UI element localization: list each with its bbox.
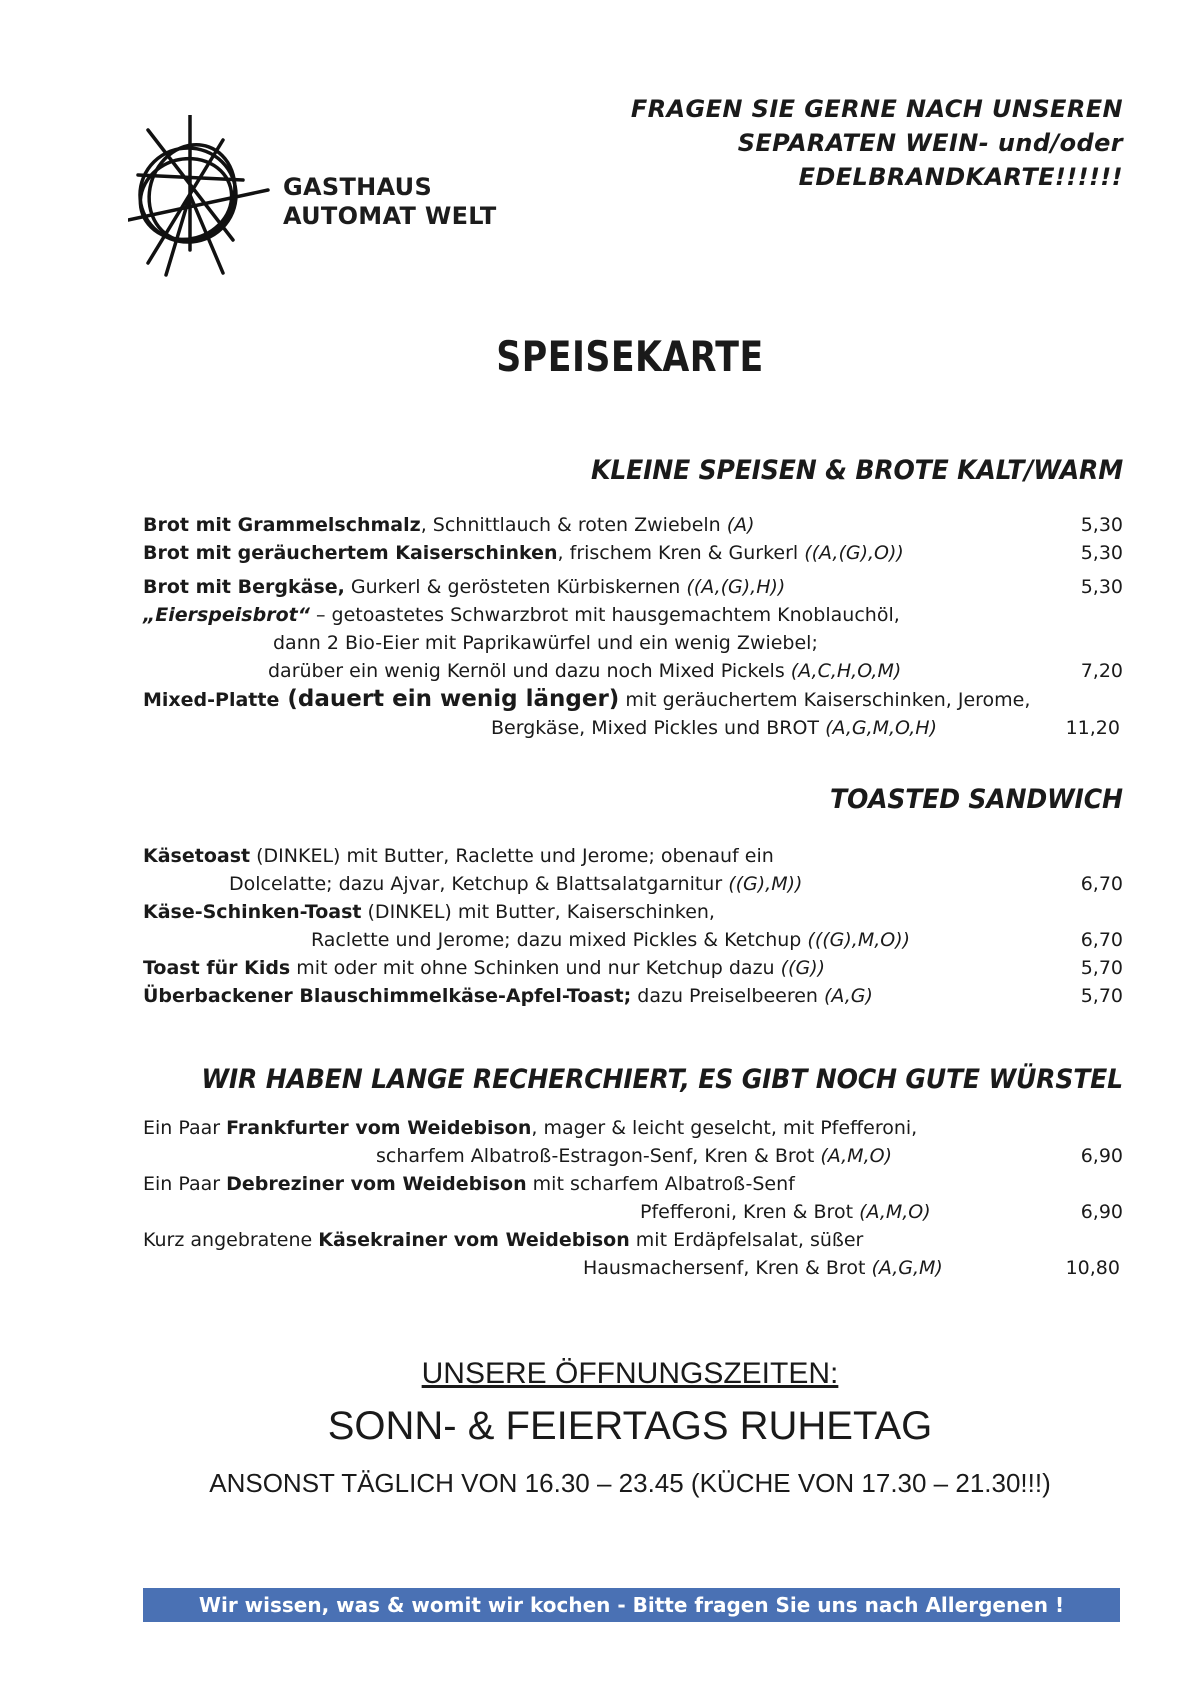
notice-line: FRAGEN SIE GERNE NACH UNSEREN bbox=[630, 95, 1123, 123]
item-price: 5,30 bbox=[1080, 542, 1123, 564]
item-allergens: ((G),M)) bbox=[728, 873, 803, 895]
item-desc-line: darüber ein wenig Kernöl und dazu noch Mixed Pickels bbox=[268, 660, 791, 682]
item-price: 5,30 bbox=[1080, 576, 1123, 598]
item-allergens: (A,M,O) bbox=[859, 1201, 931, 1223]
menu-item bbox=[143, 511, 1123, 539]
item-name: Brot mit Bergkäse, bbox=[143, 576, 345, 598]
menu-item bbox=[143, 898, 1123, 954]
logo-line-2: AUTOMAT WELT bbox=[283, 202, 497, 230]
item-desc: mit oder mit ohne Schinken und nur Ketchup dazu bbox=[290, 957, 781, 979]
menu-item bbox=[143, 842, 1123, 898]
item-name: Toast für Kids bbox=[143, 957, 291, 979]
section-toasted-sandwich bbox=[143, 842, 1123, 1010]
item-allergens: (((G),M,O)) bbox=[807, 929, 911, 951]
item-price: 5,70 bbox=[1080, 957, 1123, 979]
item-name: Überbackener Blauschimmelkäse-Apfel-Toast; bbox=[143, 985, 632, 1007]
menu-item bbox=[143, 539, 1123, 567]
item-price: 6,70 bbox=[1080, 929, 1123, 951]
menu-item bbox=[143, 601, 1123, 685]
item-prefix: Ein Paar bbox=[143, 1117, 227, 1139]
globe-lines-icon bbox=[128, 115, 278, 285]
menu-item bbox=[143, 954, 1123, 982]
menu-item bbox=[143, 982, 1123, 1010]
section-heading-wuerstel: WIR HABEN LANGE RECHERCHIERT, ES GIBT NOCH GUTE WÜRSTEL bbox=[201, 1064, 1123, 1095]
item-desc-line: Raclette und Jerome; dazu mixed Pickles & Ketchup bbox=[311, 929, 808, 951]
item-desc-line: dann 2 Bio-Eier mit Paprikawürfel und ein wenig Zwiebel; bbox=[273, 632, 818, 654]
item-desc-line: Bergkäse, Mixed Pickles und BROT bbox=[491, 717, 826, 739]
item-desc: Gurkerl & gerösteten Kürbiskernen bbox=[344, 576, 687, 598]
logo-wordmark bbox=[283, 173, 497, 231]
item-desc: , mager & leicht geselcht, mit Pfefferoni, bbox=[531, 1117, 918, 1139]
item-desc: dazu Preiselbeeren bbox=[631, 985, 824, 1007]
item-name: Käsekrainer vom Weidebison bbox=[318, 1229, 630, 1251]
item-desc: mit scharfem Albatroß-Senf bbox=[526, 1173, 795, 1195]
item-allergens: (A) bbox=[726, 514, 755, 536]
item-prefix: Kurz angebratene bbox=[143, 1229, 319, 1251]
page-title: SPEISEKARTE bbox=[496, 332, 764, 381]
closed-days: SONN- & FEIERTAGS RUHETAG bbox=[327, 1404, 933, 1448]
item-name: Käse-Schinken-Toast bbox=[143, 901, 362, 923]
section-heading-kleine-speisen: KLEINE SPEISEN & BROTE KALT/WARM bbox=[591, 455, 1123, 486]
notice-line: SEPARATEN WEIN- und/oder bbox=[737, 129, 1123, 157]
wine-list-notice bbox=[631, 92, 1123, 194]
item-allergens: (A,G) bbox=[824, 985, 873, 1007]
restaurant-logo bbox=[128, 115, 498, 285]
item-desc: , frischem Kren & Gurkerl bbox=[557, 542, 805, 564]
item-allergens: (A,M,O) bbox=[820, 1145, 892, 1167]
item-desc: – getoastetes Schwarzbrot mit hausgemachtem Knoblauchöl, bbox=[309, 604, 900, 626]
item-allergens: ((G)) bbox=[780, 957, 826, 979]
item-desc: (DINKEL) mit Butter, Kaiserschinken, bbox=[361, 901, 715, 923]
item-price: 6,70 bbox=[1080, 873, 1123, 895]
daily-hours: ANSONST TÄGLICH VON 16.30 – 23.45 (KÜCHE VON 17.30 – 21.30!!!) bbox=[209, 1468, 1051, 1498]
item-allergens: (A,G,M) bbox=[871, 1257, 943, 1279]
item-price: 10,80 bbox=[1065, 1257, 1120, 1279]
item-price: 7,20 bbox=[1080, 660, 1123, 682]
menu-item bbox=[143, 1114, 1123, 1170]
item-name: Käsetoast bbox=[143, 845, 251, 867]
item-name: Mixed-Platte bbox=[143, 689, 280, 711]
section-kleine-speisen bbox=[143, 511, 1123, 742]
item-prefix: Ein Paar bbox=[143, 1173, 227, 1195]
item-price: 6,90 bbox=[1080, 1201, 1123, 1223]
item-desc: , Schnittlauch & roten Zwiebeln bbox=[420, 514, 727, 536]
item-name: „Eierspeisbrot“ bbox=[143, 604, 310, 626]
item-desc-line: Dolcelatte; dazu Ajvar, Ketchup & Blattsalatgarnitur bbox=[229, 873, 729, 895]
menu-item bbox=[143, 1226, 1123, 1282]
item-price: 5,70 bbox=[1080, 985, 1123, 1007]
menu-item bbox=[143, 1170, 1123, 1226]
item-price: 6,90 bbox=[1080, 1145, 1123, 1167]
item-allergens: ((A,(G),H)) bbox=[686, 576, 786, 598]
section-wuerstel bbox=[143, 1114, 1123, 1282]
item-price: 11,20 bbox=[1065, 717, 1120, 739]
item-name: Frankfurter vom Weidebison bbox=[226, 1117, 532, 1139]
item-price: 5,30 bbox=[1080, 514, 1123, 536]
opening-hours-title: UNSERE ÖFFNUNGSZEITEN: bbox=[421, 1357, 839, 1390]
menu-item bbox=[143, 573, 1123, 601]
item-desc-line: Hausmachersenf, Kren & Brot bbox=[583, 1257, 872, 1279]
item-allergens: (A,G,M,O,H) bbox=[825, 717, 937, 739]
notice-line: EDELBRANDKARTE!!!!!! bbox=[798, 163, 1123, 191]
allergen-banner: Wir wissen, was & womit wir kochen - Bitte fragen Sie uns nach Allergenen ! bbox=[143, 1588, 1120, 1622]
item-desc-line: scharfem Albatroß-Estragon-Senf, Kren & Brot bbox=[376, 1145, 821, 1167]
item-name: Brot mit geräuchertem Kaiserschinken bbox=[143, 542, 558, 564]
item-desc-line: Pfefferoni, Kren & Brot bbox=[640, 1201, 860, 1223]
menu-item bbox=[143, 685, 1123, 742]
item-desc: (DINKEL) mit Butter, Raclette und Jerome; obenauf ein bbox=[250, 845, 774, 867]
section-heading-toasted-sandwich: TOASTED SANDWICH bbox=[830, 784, 1123, 815]
item-name: Debreziner vom Weidebison bbox=[226, 1173, 527, 1195]
item-allergens: (A,C,H,O,M) bbox=[790, 660, 902, 682]
item-desc: mit Erdäpfelsalat, süßer bbox=[629, 1229, 864, 1251]
item-allergens: ((A,(G),O)) bbox=[804, 542, 904, 564]
item-name: Brot mit Grammelschmalz bbox=[143, 514, 421, 536]
item-desc: mit geräuchertem Kaiserschinken, Jerome, bbox=[619, 689, 1031, 711]
item-note: (dauert ein wenig länger) bbox=[279, 686, 620, 712]
logo-line-1: GASTHAUS bbox=[283, 173, 433, 201]
